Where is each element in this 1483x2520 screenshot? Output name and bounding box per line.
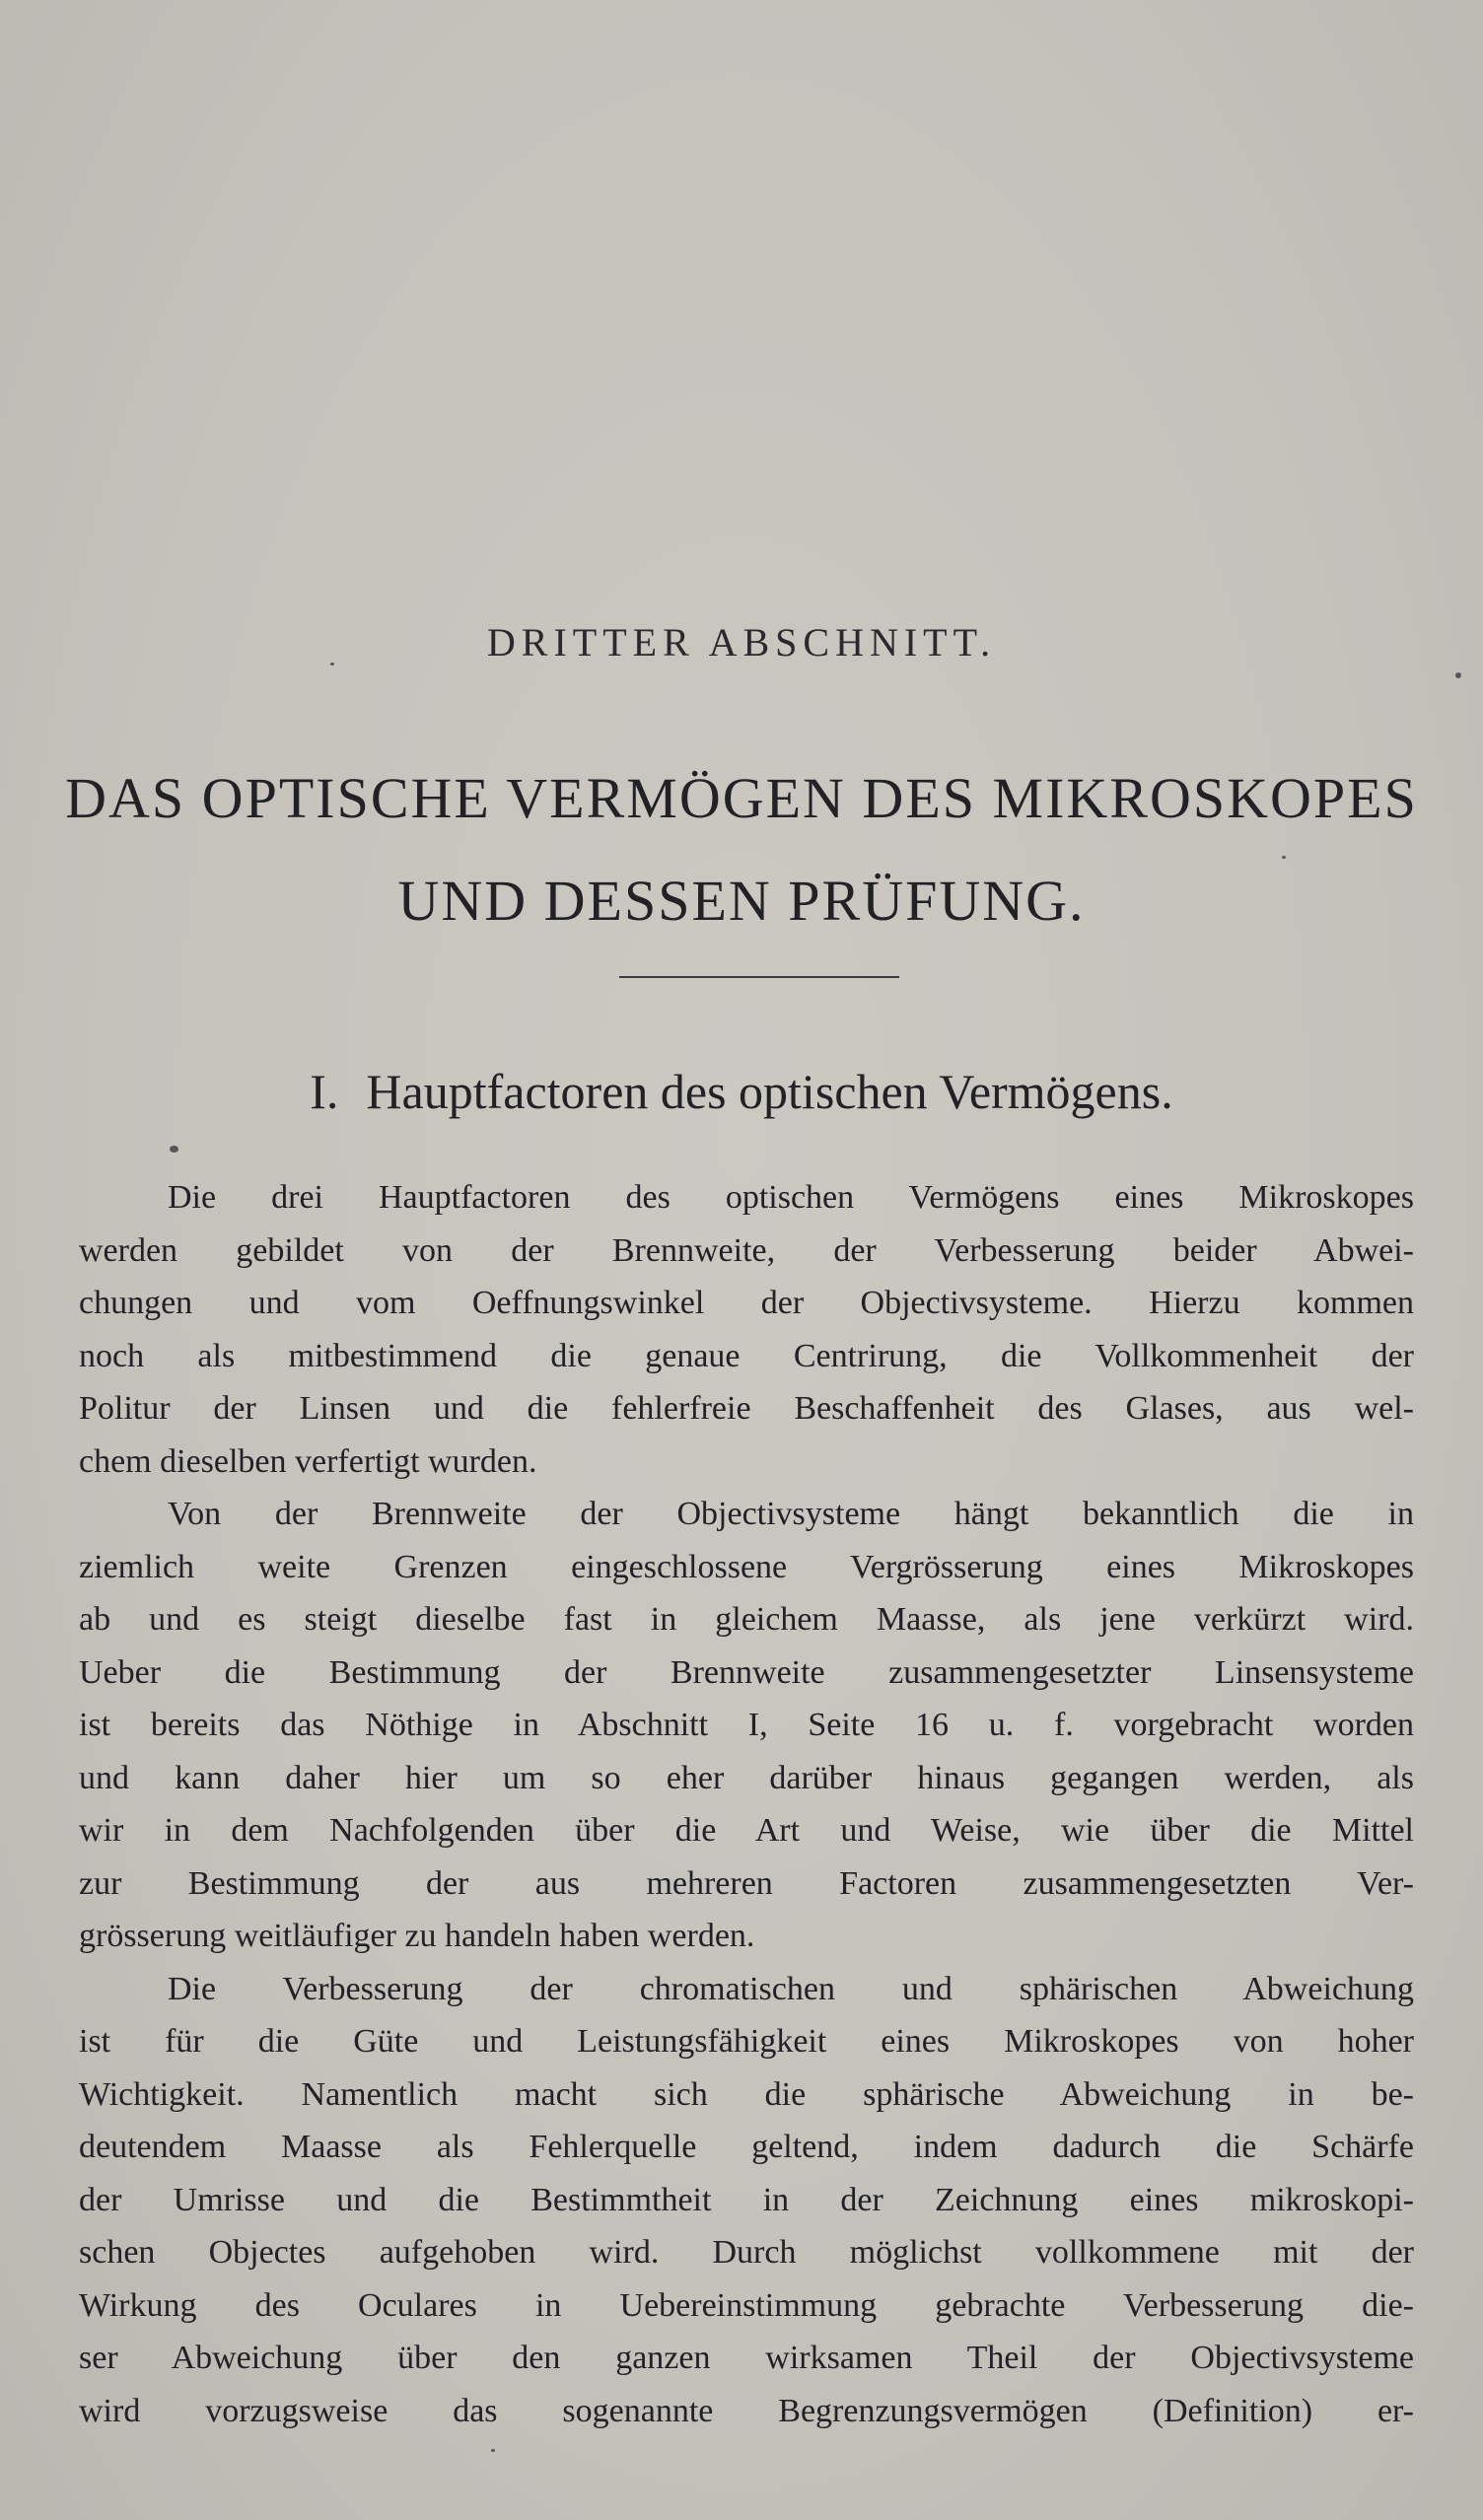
text-line: deutendem Maasse als Fehlerquelle geltend, indem dadurch die Schärfe xyxy=(79,2129,1414,2165)
text-line: Politur der Linsen und die fehlerfreie Beschaffenheit des Glases, aus wel- xyxy=(79,1390,1414,1427)
paragraph-1 xyxy=(79,1171,1414,1488)
body-text xyxy=(79,1171,1414,2437)
text-line: Wirkung des Oculares in Uebereinstimmung gebrachte Verbesserung die- xyxy=(79,2286,1414,2324)
paper-speck xyxy=(330,663,334,665)
text-line: ist für die Güte und Leistungsfähigkeit eines Mikroskopes von hoher xyxy=(79,2023,1414,2060)
paper-speck xyxy=(491,2449,495,2452)
text-line: ab und es steigt dieselbe fast in gleichem Maasse, als jene verkürzt wird. xyxy=(79,1601,1414,1638)
text-line: Wichtigkeit. Namentlich macht sich die sphärische Abweichung in be- xyxy=(79,2075,1414,2113)
text-line: wir in dem Nachfolgenden über die Art und Weise, wie über die Mittel xyxy=(79,1812,1414,1849)
text-line: ist bereits das Nöthige in Abschnitt I, Seite 16 u. f. vorgebracht worden xyxy=(79,1707,1414,1743)
text-line: ser Abweichung über den ganzen wirksamen Theil der Objectivsysteme xyxy=(79,2340,1414,2376)
text-line: grösserung weitläufiger zu handeln haben werden. xyxy=(79,1918,755,1954)
text-line: Die drei Hauptfactoren des optischen Vermögens eines Mikroskopes xyxy=(168,1179,1414,1216)
title-divider xyxy=(619,976,899,978)
text-line: zur Bestimmung der aus mehreren Factoren zusammengesetzten Ver- xyxy=(79,1864,1414,1902)
text-line: Von der Brennweite der Objectivsysteme hängt bekanntlich die in xyxy=(168,1496,1414,1532)
text-line: Ueber die Bestimmung der Brennweite zusammengesetzter Linsensysteme xyxy=(79,1653,1414,1691)
text-line: chungen und vom Oeffnungswinkel der Objectivsysteme. Hierzu kommen xyxy=(79,1285,1414,1321)
chapter-title: Hauptfactoren des optischen Vermögens. xyxy=(366,1064,1173,1119)
text-line: und kann daher hier um so eher darüber hinaus gegangen werden, als xyxy=(79,1759,1414,1796)
text-line: schen Objectes aufgehoben wird. Durch möglichst vollkommene mit der xyxy=(79,2234,1414,2271)
text-line: ziemlich weite Grenzen eingeschlossene Vergrösserung eines Mikroskopes xyxy=(79,1548,1414,1585)
text-line: noch als mitbestimmend die genaue Centrirung, die Vollkommenheit der xyxy=(79,1337,1414,1374)
paper-speck xyxy=(1282,856,1286,859)
chapter-number: I. xyxy=(310,1064,339,1119)
main-title-line-1: DAS OPTISCHE VERMÖGEN DES MIKROSKOPES xyxy=(65,766,1418,830)
text-line: Die Verbesserung der chromatischen und sphärischen Abweichung xyxy=(168,1970,1414,2007)
paragraph-2 xyxy=(79,1488,1414,1963)
paper-speck xyxy=(1455,672,1461,678)
text-line: der Umrisse und die Bestimmtheit in der Zeichnung eines mikroskopi- xyxy=(79,2181,1414,2218)
main-title-line-2: UND DESSEN PRÜFUNG. xyxy=(397,869,1086,933)
section-label: DRITTER ABSCHNITT. xyxy=(486,620,997,665)
text-line: werden gebildet von der Brennweite, der Verbesserung beider Abwei- xyxy=(79,1231,1414,1269)
chapter-heading xyxy=(0,1063,1483,1120)
paper-speck xyxy=(170,1146,178,1153)
text-line: wird vorzugsweise das sogenannte Begrenzungsvermögen (Definition) er- xyxy=(79,2392,1414,2429)
text-line: chem dieselben verfertigt wurden. xyxy=(79,1442,537,1480)
paragraph-3 xyxy=(79,1963,1414,2438)
main-title xyxy=(0,747,1483,952)
